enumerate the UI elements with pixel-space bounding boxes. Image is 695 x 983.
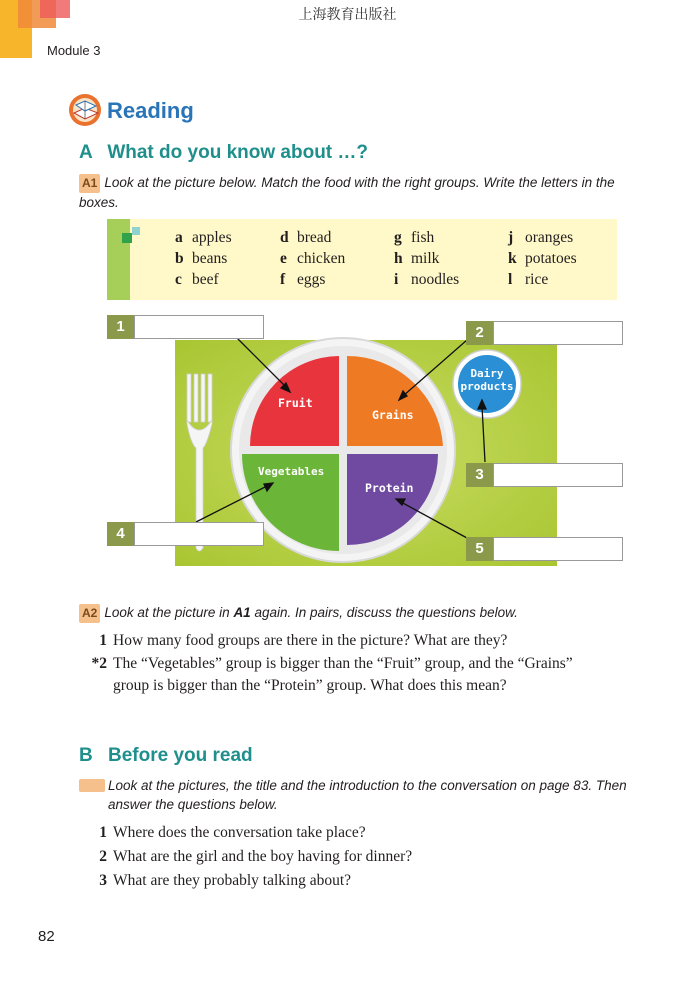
section-a-heading	[79, 142, 368, 164]
food-item: a apples	[175, 229, 232, 246]
section-a-title: What do you know about …?	[107, 142, 369, 163]
box-number-1: 1	[107, 315, 134, 339]
food-item: b beans	[175, 250, 228, 267]
food-item: c beef	[175, 271, 219, 288]
a2-instruction: A2 Look at the picture in A1 again. In pairs, discuss the questions below.	[79, 603, 639, 623]
food-plate-picture	[107, 312, 627, 572]
food-item: d bread	[280, 229, 332, 246]
food-item: f eggs	[280, 271, 326, 288]
box-number-5: 5	[466, 537, 493, 561]
b-instruction: Look at the pictures, the title and the introduction to the conversation on page 83. Then answer the questions below.	[108, 778, 627, 812]
section-b-heading	[79, 745, 253, 767]
food-item: l rice	[508, 271, 549, 288]
page-number: 82	[38, 928, 55, 945]
food-item: k potatoes	[508, 250, 577, 267]
section-b-title: Before you read	[108, 745, 253, 766]
section-b-letter: B	[79, 745, 93, 766]
food-list-stripe	[107, 219, 130, 300]
answer-box-2[interactable]	[493, 321, 623, 345]
book-icon	[68, 93, 104, 127]
a1-instruction	[79, 173, 624, 212]
grains-label: Grains	[372, 408, 414, 422]
module-label: Module 3	[47, 43, 101, 58]
a1-tag: A1	[79, 174, 100, 193]
decor-square	[122, 233, 132, 243]
answer-box-3[interactable]	[493, 463, 623, 487]
box-number-4: 4	[107, 522, 134, 546]
dairy-label: Dairy products	[460, 367, 514, 393]
box-number-2: 2	[466, 321, 493, 345]
box-number-3: 3	[466, 463, 493, 487]
answer-box-5[interactable]	[493, 537, 623, 561]
reading-title: Reading	[107, 98, 194, 123]
a2-ref: A1	[233, 605, 251, 620]
answer-box-4[interactable]	[134, 522, 264, 546]
decor-square	[132, 227, 140, 235]
food-item: g fish	[394, 229, 435, 246]
b-tag	[79, 779, 105, 792]
protein-label: Protein	[365, 481, 414, 495]
a2-tag: A2	[79, 604, 100, 623]
food-list-box	[107, 219, 617, 300]
section-a-letter: A	[79, 142, 93, 163]
vegetables-label: Vegetables	[258, 465, 325, 478]
food-item: e chicken	[280, 250, 346, 267]
fruit-label: Fruit	[278, 396, 313, 410]
publisher-name: 上海教育出版社	[298, 7, 397, 23]
food-item: h milk	[394, 250, 440, 267]
answer-box-1[interactable]	[134, 315, 264, 339]
food-item: j oranges	[508, 229, 574, 246]
food-item: i noodles	[394, 271, 460, 288]
a1-instruction-text: Look at the picture below. Match the food with the right groups. Write the letters in the boxes.	[79, 175, 615, 210]
